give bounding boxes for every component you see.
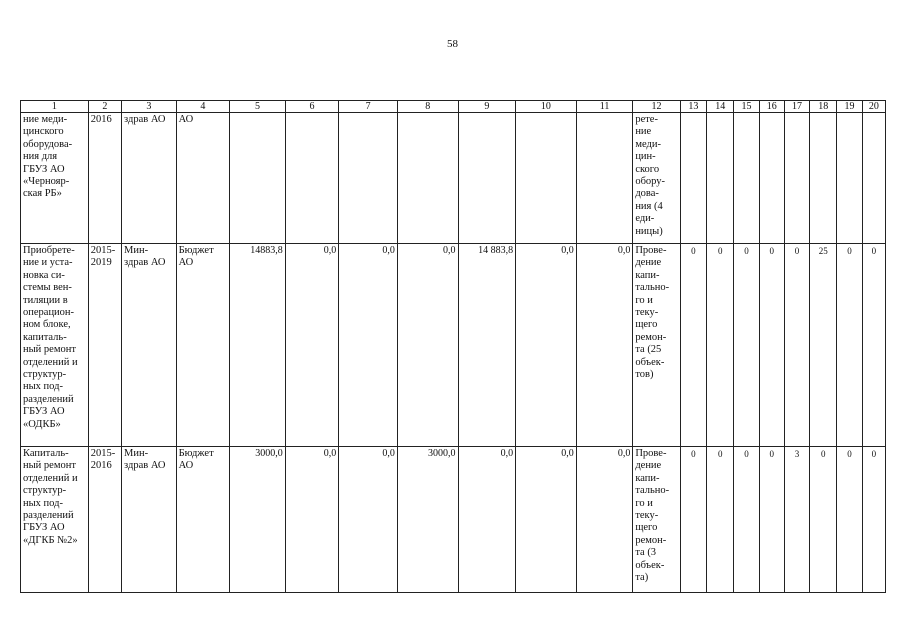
years-cell: 2015- 2016 [88, 447, 121, 593]
amount-total [230, 113, 286, 244]
indicator-col13: 0 [680, 447, 706, 593]
indicator-col17 [784, 113, 809, 244]
col-header: 2 [88, 101, 121, 113]
amount-col8 [397, 113, 458, 244]
col-header: 13 [680, 101, 706, 113]
indicator-col18: 25 [810, 244, 837, 447]
amount-col7 [339, 113, 398, 244]
indicator-col20: 0 [862, 244, 885, 447]
indicator-col19: 0 [837, 447, 862, 593]
amount-col11: 0,0 [576, 447, 633, 593]
indicator-col13: 0 [680, 244, 706, 447]
amount-col6: 0,0 [285, 244, 339, 447]
col-header: 3 [122, 101, 177, 113]
indicator-col16 [759, 113, 784, 244]
col-header: 18 [810, 101, 837, 113]
indicator-col18 [810, 113, 837, 244]
col-header: 5 [230, 101, 286, 113]
indicator-col16: 0 [759, 447, 784, 593]
years-cell: 2015- 2019 [88, 244, 121, 447]
indicator-col17: 0 [784, 244, 809, 447]
amount-col8: 3000,0 [397, 447, 458, 593]
executor-cell: Мин- здрав АО [122, 244, 177, 447]
amount-col7: 0,0 [339, 447, 398, 593]
indicator-col18: 0 [810, 447, 837, 593]
indicator-col15: 0 [734, 447, 759, 593]
indicator-col14: 0 [707, 244, 734, 447]
amount-col11: 0,0 [576, 244, 633, 447]
col-header: 20 [862, 101, 885, 113]
amount-col9 [458, 113, 516, 244]
amount-col7: 0,0 [339, 244, 398, 447]
col-header: 12 [633, 101, 680, 113]
col-header: 17 [784, 101, 809, 113]
amount-total: 3000,0 [230, 447, 286, 593]
amount-col6: 0,0 [285, 447, 339, 593]
header-row [21, 101, 886, 113]
col-header: 1 [21, 101, 89, 113]
result-cell: Прове- дение капи- тально- го и теку- щего ремон- та (3 объек- та) [633, 447, 680, 593]
indicator-col14: 0 [707, 447, 734, 593]
col-header: 16 [759, 101, 784, 113]
amount-col11 [576, 113, 633, 244]
indicator-col17: 3 [784, 447, 809, 593]
amount-col10 [516, 113, 577, 244]
col-header: 19 [837, 101, 862, 113]
amount-total: 14883,8 [230, 244, 286, 447]
indicator-col19 [837, 113, 862, 244]
measure-name: Приобрете- ние и уста- новка си- стемы вен- тиляции в операцион- ном блоке, капиталь- ный ремонт отделений и структур- ных под- разделений ГБУЗ АО «ОДКБ» [21, 244, 89, 447]
indicator-col19: 0 [837, 244, 862, 447]
amount-col6 [285, 113, 339, 244]
table-row [21, 113, 886, 244]
funding-source-cell: Бюджет АО [176, 244, 230, 447]
amount-col9: 0,0 [458, 447, 516, 593]
result-cell: Прове- дение капи- тально- го и теку- щего ремон- та (25 объек- тов) [633, 244, 680, 447]
executor-cell: Мин- здрав АО [122, 447, 177, 593]
col-header: 10 [516, 101, 577, 113]
indicator-col16: 0 [759, 244, 784, 447]
col-header: 15 [734, 101, 759, 113]
col-header: 14 [707, 101, 734, 113]
program-table [20, 100, 886, 593]
page-number: 58 [447, 38, 458, 50]
col-header: 4 [176, 101, 230, 113]
years-cell: 2016 [88, 113, 121, 244]
col-header: 7 [339, 101, 398, 113]
col-header: 6 [285, 101, 339, 113]
indicator-col15: 0 [734, 244, 759, 447]
table-row [21, 244, 886, 447]
executor-cell: здрав АО [122, 113, 177, 244]
amount-col8: 0,0 [397, 244, 458, 447]
measure-name: Капиталь- ный ремонт отделений и структур- ных под- разделений ГБУЗ АО «ДГКБ №2» [21, 447, 89, 593]
result-cell: рете- ние меди- цин- ского обору- дова- ния (4 еди- ницы) [633, 113, 680, 244]
indicator-col20 [862, 113, 885, 244]
funding-source-cell: Бюджет АО [176, 447, 230, 593]
funding-source-cell: АО [176, 113, 230, 244]
indicator-col13 [680, 113, 706, 244]
indicator-col15 [734, 113, 759, 244]
measure-name: ние меди- цинского оборудова- ния для ГБУЗ АО «Чернояр- ская РБ» [21, 113, 89, 244]
indicator-col20: 0 [862, 447, 885, 593]
col-header: 9 [458, 101, 516, 113]
amount-col10: 0,0 [516, 447, 577, 593]
col-header: 11 [576, 101, 633, 113]
amount-col9: 14 883,8 [458, 244, 516, 447]
col-header: 8 [397, 101, 458, 113]
indicator-col14 [707, 113, 734, 244]
amount-col10: 0,0 [516, 244, 577, 447]
table-row [21, 447, 886, 593]
